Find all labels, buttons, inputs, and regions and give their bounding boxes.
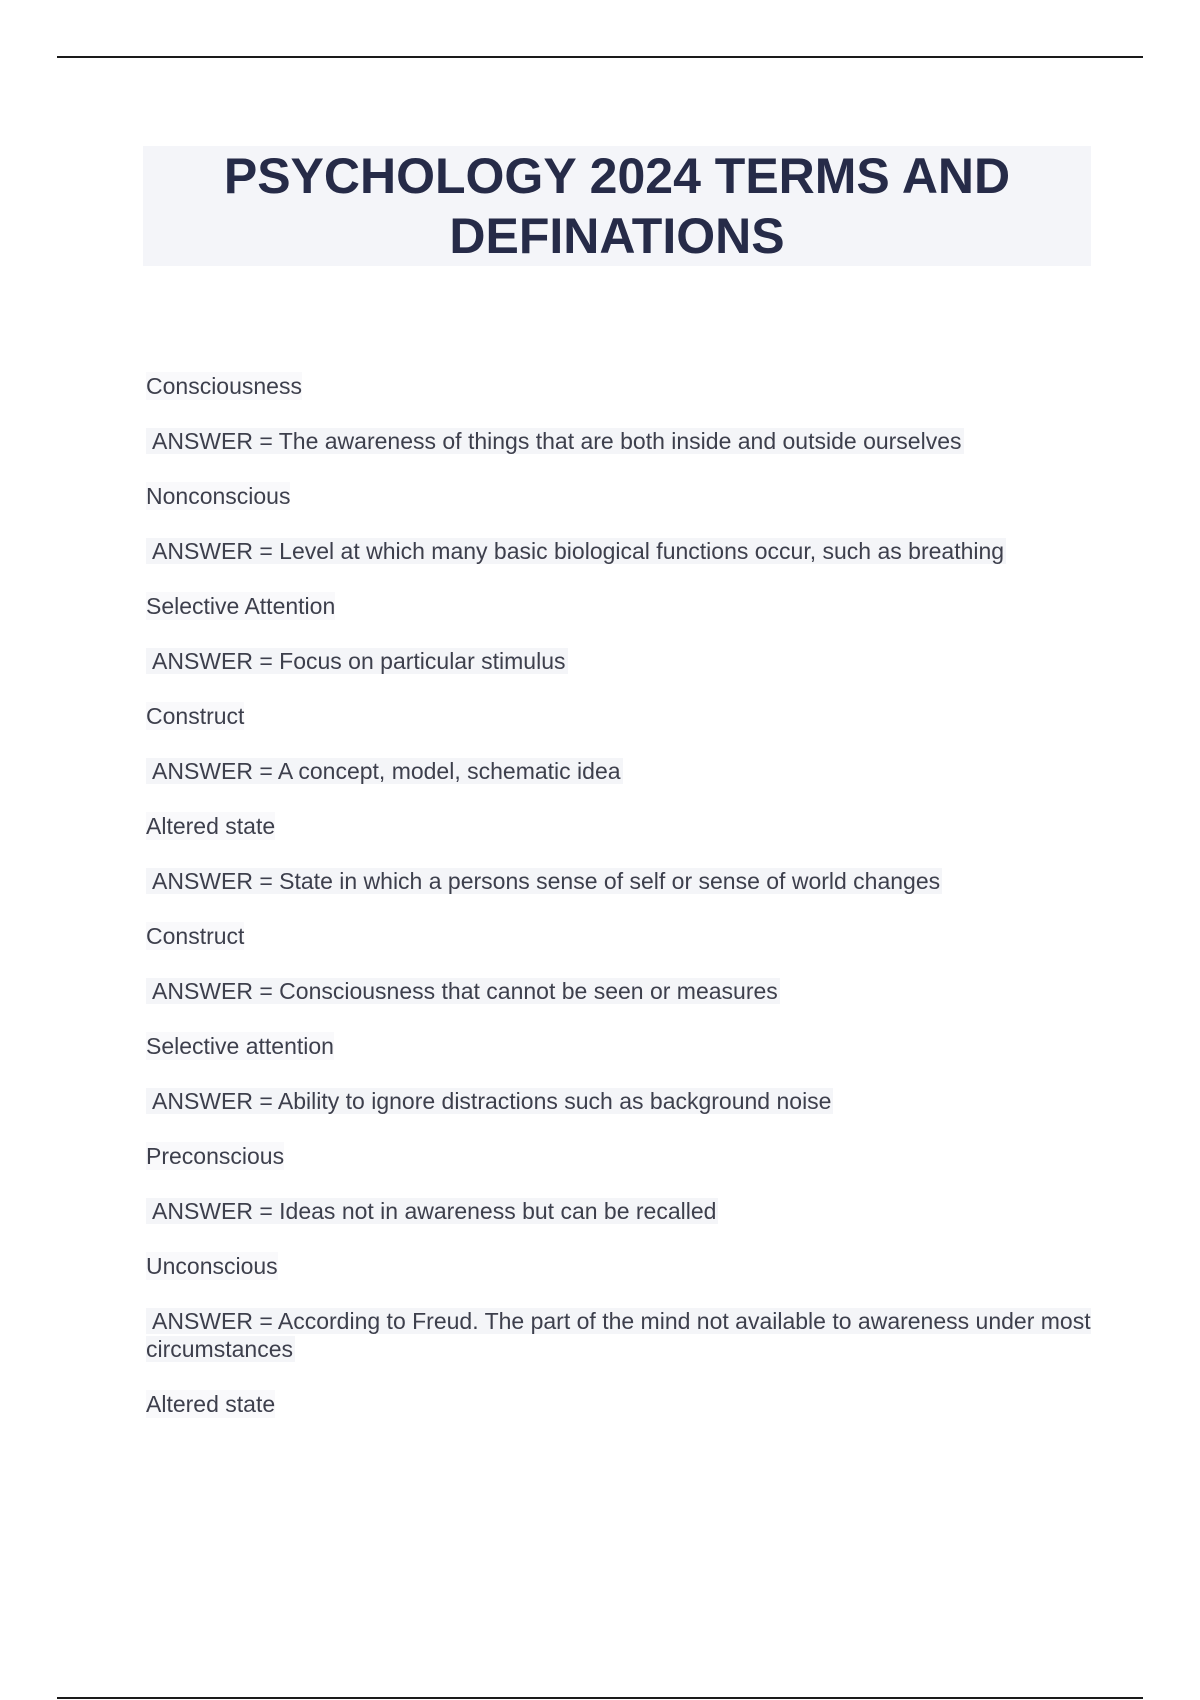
answer-text: ANSWER = According to Freud. The part of the mind not available to awareness under most circumstances [146, 1308, 1091, 1362]
list-item [146, 1390, 1091, 1445]
term-label: Altered state [146, 1391, 276, 1417]
term-label: Nonconscious [146, 483, 291, 509]
footer-rule [57, 1697, 1143, 1699]
answer-text: ANSWER = Consciousness that cannot be seen or measures [146, 977, 1091, 1005]
term-label: Consciousness [146, 373, 302, 399]
term-label: Selective attention [146, 1033, 334, 1059]
term-label: Altered state [146, 813, 276, 839]
list-item [146, 482, 1091, 565]
header-rule [57, 56, 1143, 58]
answer-text: ANSWER = Level at which many basic biological functions occur, such as breathing [146, 537, 1091, 565]
answer-text: ANSWER = A concept, model, schematic idea [146, 757, 1091, 785]
term-label: Construct [146, 703, 245, 729]
title-banner [143, 146, 1091, 266]
list-item [146, 1032, 1091, 1115]
list-item [146, 1252, 1091, 1363]
answer-text: ANSWER = Focus on particular stimulus [146, 647, 1091, 675]
terms-list [146, 372, 1091, 1445]
term-label: Selective Attention [146, 593, 336, 619]
list-item [146, 1142, 1091, 1225]
answer-text: ANSWER = The awareness of things that are both inside and outside ourselves [146, 427, 1091, 455]
term-label: Construct [146, 923, 245, 949]
answer-text: ANSWER = Ideas not in awareness but can be recalled [146, 1197, 1091, 1225]
list-item [146, 592, 1091, 675]
list-item [146, 922, 1091, 1005]
answer-text: ANSWER = State in which a persons sense of self or sense of world changes [146, 867, 1091, 895]
term-label: Preconscious [146, 1143, 285, 1169]
list-item [146, 702, 1091, 785]
list-item [146, 812, 1091, 895]
answer-text: ANSWER = Ability to ignore distractions such as background noise [146, 1087, 1091, 1115]
document-title: PSYCHOLOGY 2024 TERMS AND DEFINATIONS [223, 148, 1011, 264]
list-item [146, 372, 1091, 455]
term-label: Unconscious [146, 1253, 278, 1279]
